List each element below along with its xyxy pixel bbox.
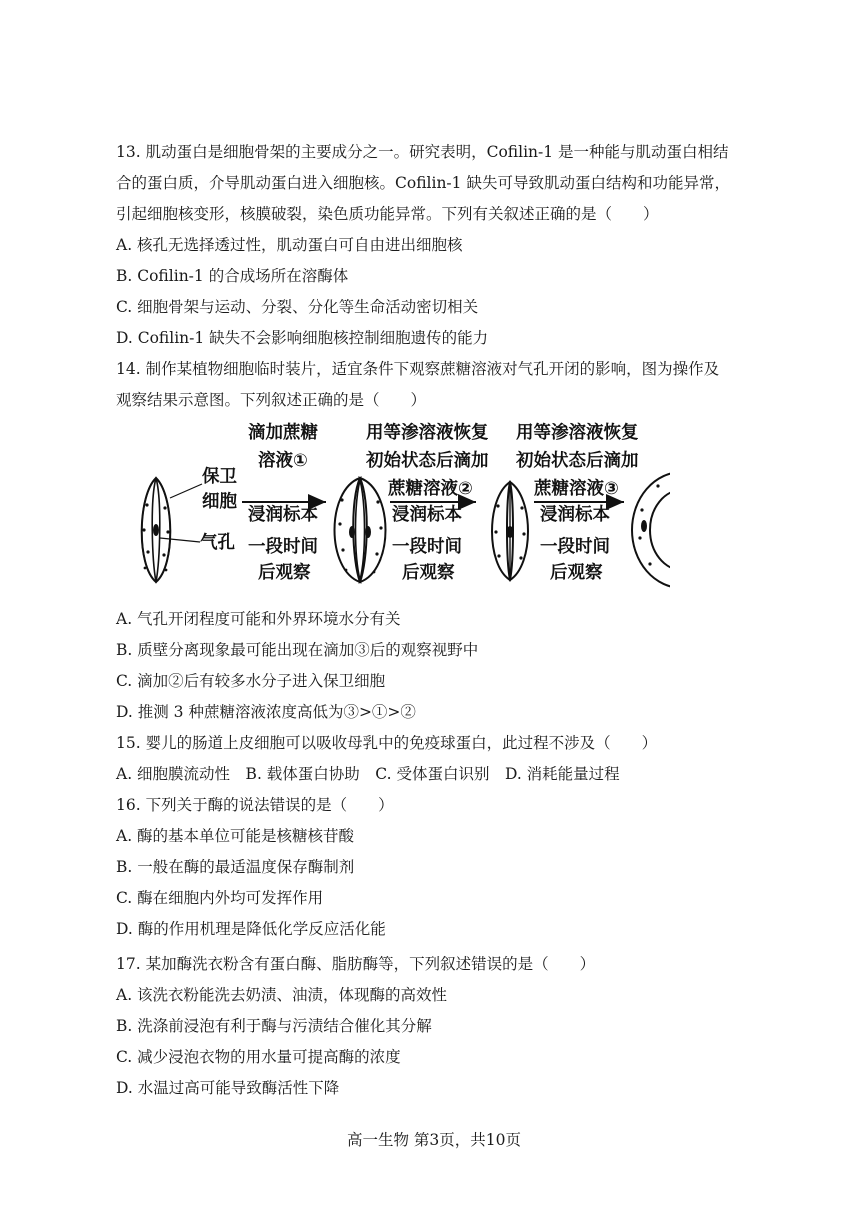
step1-line-1: 滴加蔗糖: [248, 423, 318, 443]
q13-option-b: B. Cofilin-1 的合成场所在溶酶体: [116, 267, 349, 285]
stomata-figure: [130, 420, 670, 595]
q13-stem-line-3: 引起细胞核变形，核膜破裂，染色质功能异常。下列有关叙述正确的是（ ）: [116, 205, 659, 223]
step3-line-5: 一段时间: [540, 537, 610, 557]
q14-option-c: C. 滴加②后有较多水分子进入保卫细胞: [116, 672, 386, 690]
q13-option-c: C. 细胞骨架与运动、分裂、分化等生命活动密切相关: [116, 298, 479, 316]
label-guard-cell-2: 细胞: [202, 492, 237, 512]
step2-line-5: 一段时间: [392, 537, 462, 557]
step2-line-3: 蔗糖溶液②: [388, 479, 473, 499]
step3-line-1: 用等渗溶液恢复: [516, 423, 639, 443]
q14-option-b: B. 质壁分离现象最可能出现在滴加③后的观察视野中: [116, 641, 479, 659]
step1-line-5: 后观察: [258, 563, 311, 583]
page-footer: 高一生物 第3页，共10页: [346, 1131, 521, 1149]
step3-line-4: 浸润标本: [540, 505, 610, 525]
step1-line-3: 浸润标本: [248, 505, 318, 525]
step3-line-6: 后观察: [550, 563, 603, 583]
guard-cells-after-solution-1: [335, 478, 386, 582]
q16-stem: 16. 下列关于酶的说法错误的是（ ）: [116, 796, 394, 814]
step1-line-4: 一段时间: [248, 537, 318, 557]
q13-stem-line-2: 合的蛋白质，介导肌动蛋白进入细胞核。Cofilin-1 缺失可导致肌动蛋白结构和功能异常，: [116, 174, 730, 192]
step2-line-2: 初始状态后滴加: [366, 451, 489, 471]
q14-stem-line-2: 观察结果示意图。下列叙述正确的是（ ）: [116, 391, 427, 409]
q15-options: A. 细胞膜流动性 B. 载体蛋白协助 C. 受体蛋白识别 D. 消耗能量过程: [116, 765, 620, 783]
q13-stem-line-1: 13. 肌动蛋白是细胞骨架的主要成分之一。研究表明，Cofilin-1 是一种能与肌动蛋白相结: [116, 143, 729, 161]
step3-line-3: 蔗糖溶液③: [534, 479, 619, 499]
q14-stem-line-1: 14. 制作某植物细胞临时装片，适宜条件下观察蔗糖溶液对气孔开闭的影响，图为操作及: [116, 360, 720, 378]
step2-line-4: 浸润标本: [392, 505, 462, 525]
q15-stem: 15. 婴儿的肠道上皮细胞可以吸收母乳中的免疫球蛋白，此过程不涉及（ ）: [116, 734, 658, 752]
q17-option-a: A. 该洗衣粉能洗去奶渍、油渍，体现酶的高效性: [116, 986, 448, 1004]
step2-line-1: 用等渗溶液恢复: [366, 423, 489, 443]
label-stoma: 气孔: [200, 533, 235, 553]
q14-option-a: A. 气孔开闭程度可能和外界环境水分有关: [116, 610, 401, 628]
q17-option-b: B. 洗涤前浸泡有利于酶与污渍结合催化其分解: [116, 1017, 432, 1035]
q16-option-d: D. 酶的作用机理是降低化学反应活化能: [116, 920, 386, 938]
label-guard-cell-1: 保卫: [202, 467, 237, 487]
guard-cells-after-solution-3: [632, 472, 670, 588]
q17-option-d: D. 水温过高可能导致酶活性下降: [116, 1079, 340, 1097]
q13-option-d: D. Cofilin-1 缺失不会影响细胞核控制细胞遗传的能力: [116, 329, 489, 347]
step2-line-6: 后观察: [402, 563, 455, 583]
step1-line-2: 溶液①: [258, 451, 308, 471]
q16-option-b: B. 一般在酶的最适温度保存酶制剂: [116, 858, 355, 876]
guard-cells-after-solution-2: [492, 482, 528, 580]
q16-option-a: A. 酶的基本单位可能是核糖核苷酸: [116, 827, 355, 845]
guard-cells-initial: [142, 478, 171, 582]
step3-line-2: 初始状态后滴加: [516, 451, 639, 471]
q13-option-a: A. 核孔无选择透过性，肌动蛋白可自由进出细胞核: [116, 236, 463, 254]
q17-stem: 17. 某加酶洗衣粉含有蛋白酶、脂肪酶等，下列叙述错误的是（ ）: [116, 955, 596, 973]
q14-option-d: D. 推测 3 种蔗糖溶液浓度高低为③>①>②: [116, 703, 416, 721]
q17-option-c: C. 减少浸泡衣物的用水量可提高酶的浓度: [116, 1048, 401, 1066]
q16-option-c: C. 酶在细胞内外均可发挥作用: [116, 889, 324, 907]
